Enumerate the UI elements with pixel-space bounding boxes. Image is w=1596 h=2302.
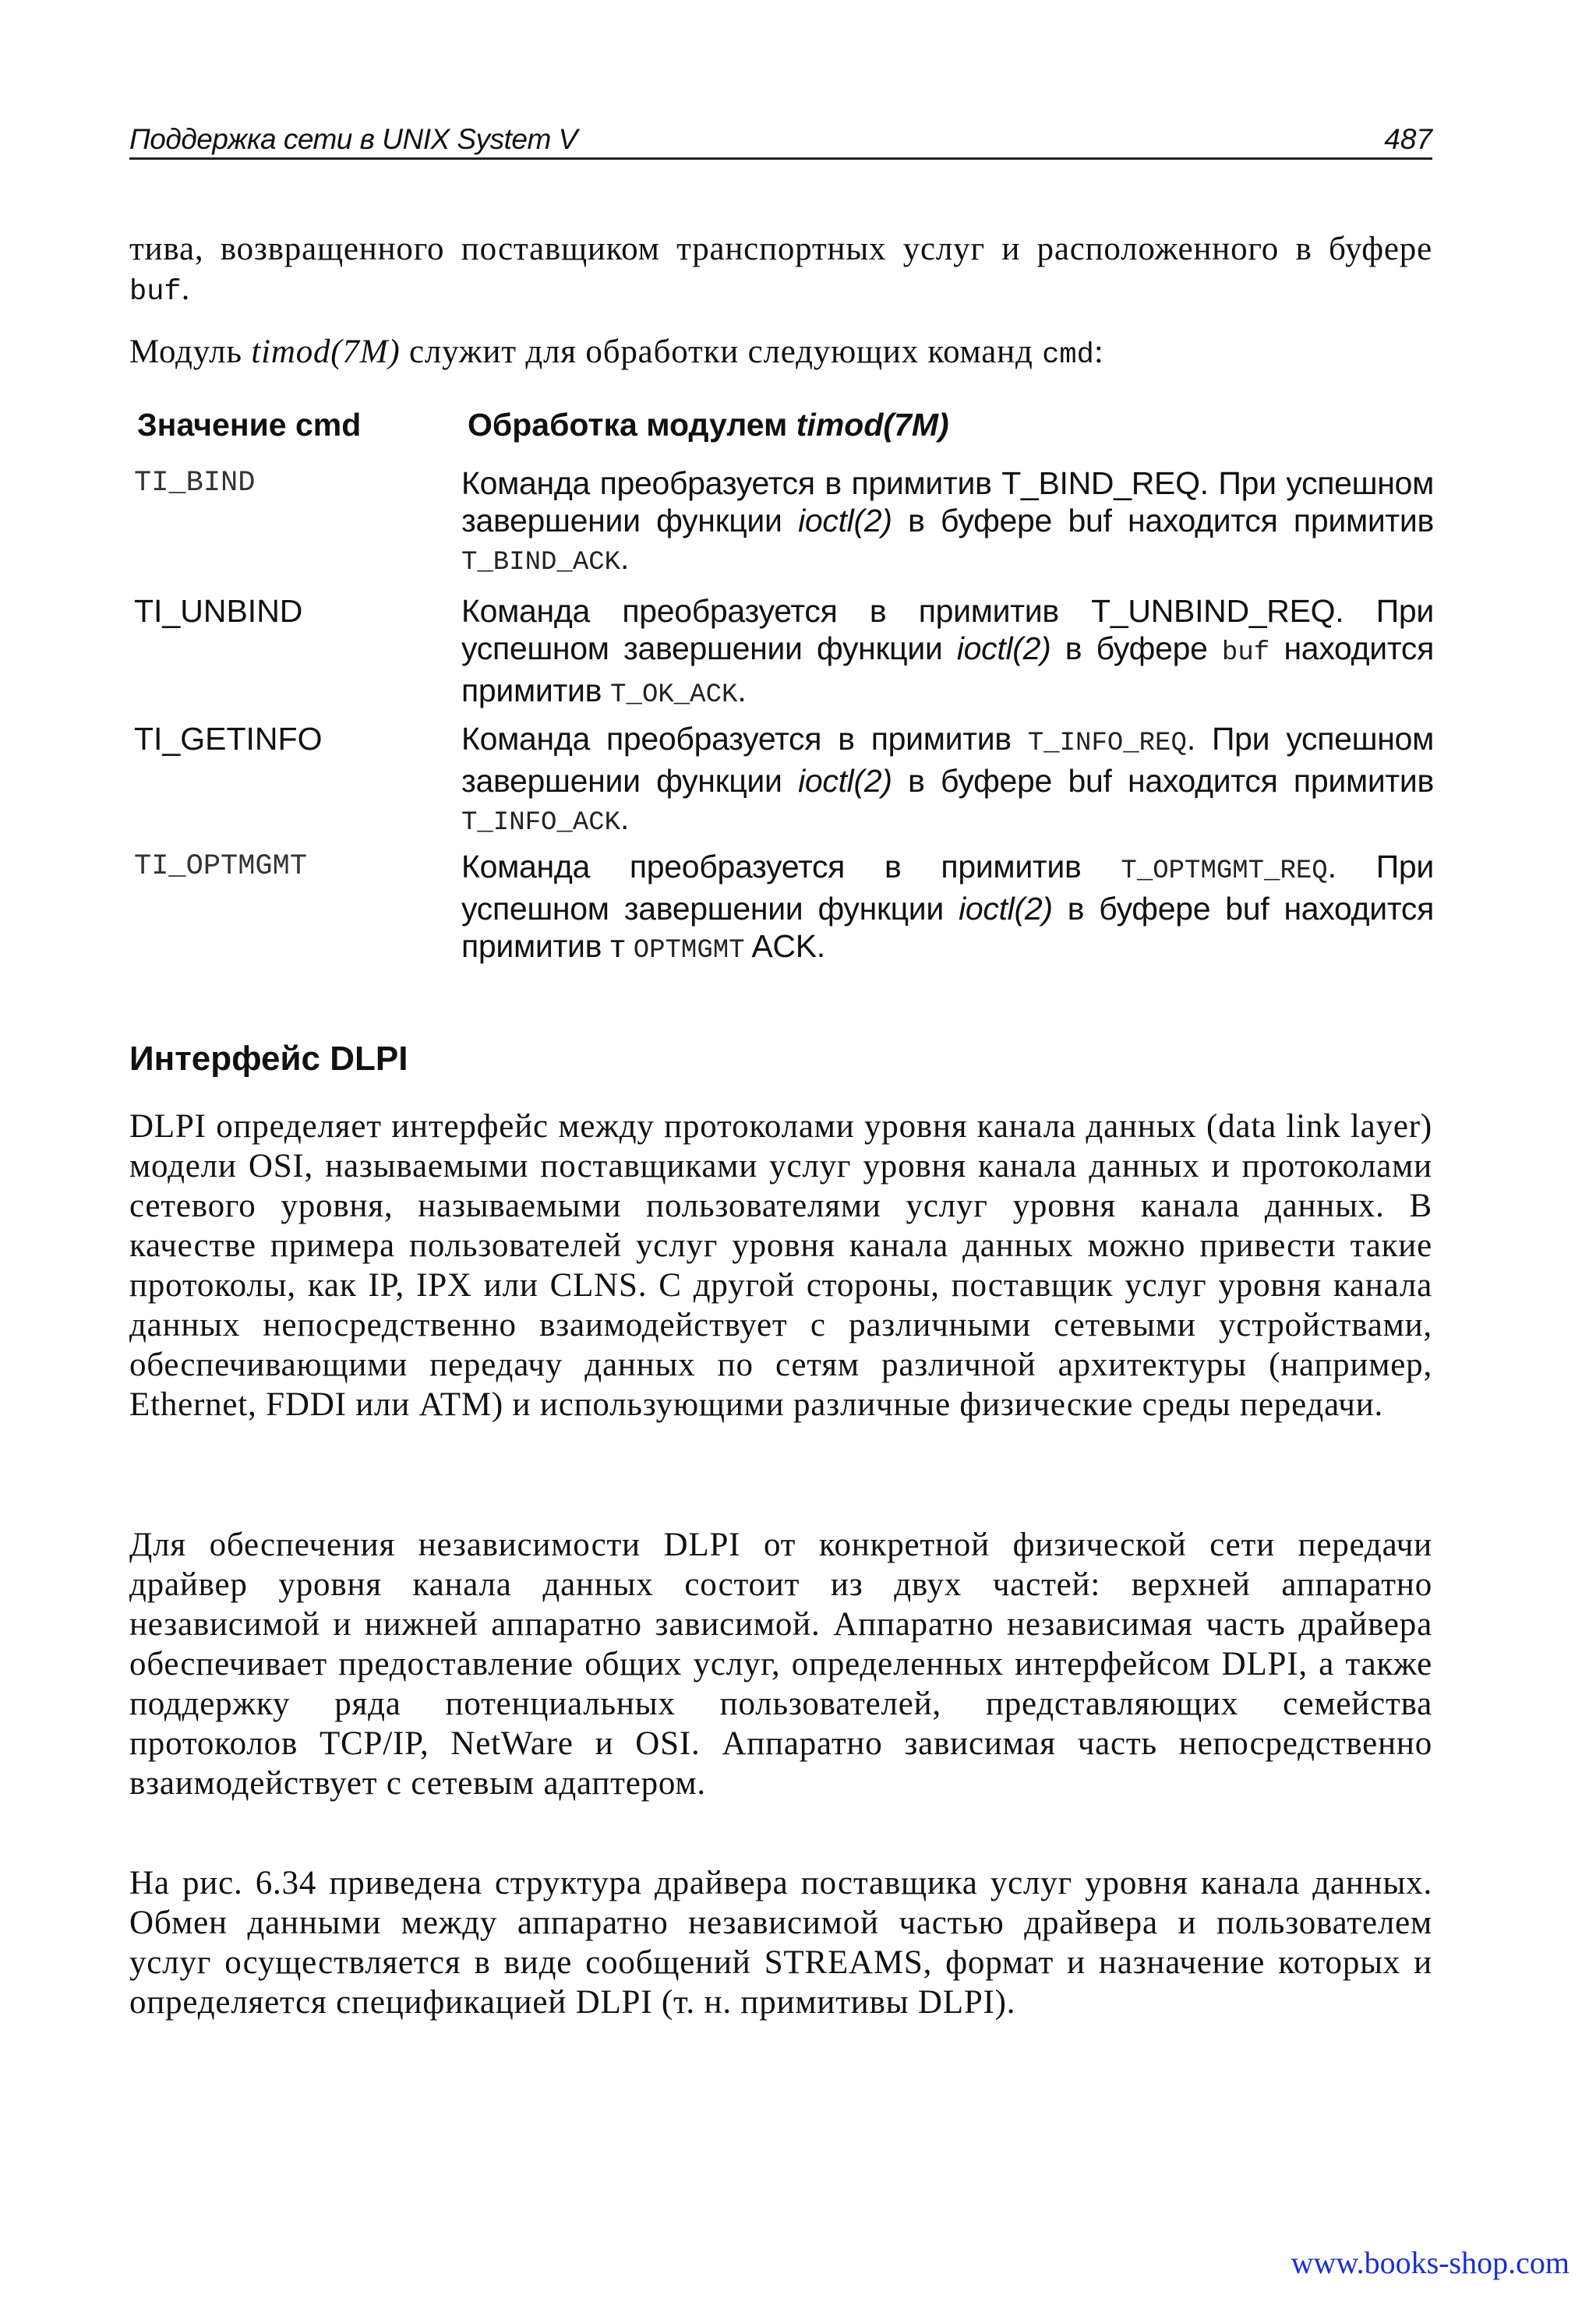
page-number: 487 [1384,123,1432,155]
cmd-description [461,464,1434,581]
code-cmd: cmd [1042,339,1094,372]
cmd-value: TI_UNBIND [134,593,303,629]
cmd-value: TI_OPTMGMT [134,850,308,883]
primitive-code: T_BIND_ACK [461,548,621,577]
desc-text: . При успешном завершении функции [461,721,1434,799]
primitive-code: T_OK_ACK [610,680,738,710]
desc-text: . [620,540,630,576]
column-header-processing-text: Обработка модулем [468,407,796,443]
function-name: ioctl(2) [956,630,1051,666]
cmd-description [461,720,1434,842]
section-title: Интерфейс DLPI [129,1040,408,1078]
table-header [137,407,1431,454]
intro-paragraph-1-end: . [181,270,191,307]
intro-paragraph-2-end: : [1093,334,1104,370]
intro-paragraph-2-start: Модуль [129,334,252,370]
section-paragraph-1: DLPI определяет интерфейс между протоколами уровня канала данных (data link layer) модели OSI, называемыми поставщиками услуг уровня канала данных и протоколами сетевого уровня, называемыми пользователями услуг уровня канала данных. В качестве примера пользователей услуг уровня канала данных можно привести такие протоколы, как IP, IPX или CLNS. С другой стороны, поставщик услуг уровня канала данных непосредственно взаимодействует с различными сетевыми устройствами, обеспечивающими передачу данных по сетям различной архитектуры (например, Ethernet, FDDI или ATM) и использующими различные физические среды передачи. [129,1108,1432,1423]
code-buf: buf [1221,638,1270,668]
cmd-value: TI_BIND [134,467,256,500]
cmd-description [461,848,1434,969]
column-header-cmd: Значение cmd [137,407,362,443]
desc-text: в буфере buf находится примитив т [461,891,1434,964]
desc-text: Команда преобразуется в примитив T_UNBIND_REQ. При успешном завершении функции [461,593,1434,666]
code-buf: buf [129,276,182,309]
desc-text: ACK. [744,928,825,964]
function-name: ioctl(2) [798,503,892,538]
module-name: timod(7M) [251,334,401,370]
section-paragraph-2: Для обеспечения независимости DLPI от конкретной физической сети передачи драйвер уровня канала данных состоит из двух частей: верхней аппаратно независимой и нижней аппаратно зависимой. Аппаратно независимая часть драйвера обеспечивает предоставление общих услуг, определенных интерфейсом DLPI, а также поддержку ряда потенциальных пользователей, представляющих семейства протоколов TCP/IP, NetWare и OSI. Аппаратно зависимая часть непосредственно взаимодействует с сетевым адаптером. [129,1527,1432,1802]
primitive-code: T_OPTMGMT_REQ [1121,856,1328,886]
desc-text: находится примитив [461,630,1434,708]
primitive-code: OPTMGMT [633,936,745,966]
desc-text: в буфере buf находится примитив [892,763,1434,799]
desc-text: в буфере [1050,630,1222,666]
section-paragraph-3: На рис. 6.34 приведена структура драйвера поставщика услуг уровня канала данных. Обмен данными между аппаратно независимой частью драйвера и пользователем услуг осуществляется в виде сообщений STREAMS, формат и назначение которых и определяется спецификацией DLPI (т. н. примитивы DLPI). [129,1865,1432,2021]
desc-text: Команда преобразуется в примитив [461,721,1028,757]
primitive-code: T_INFO_REQ [1027,729,1187,758]
desc-text: в буфере buf находится примитив [892,503,1434,538]
primitive-code: T_INFO_ACK [461,808,621,838]
cmd-description [461,592,1434,714]
function-name: ioctl(2) [959,891,1053,927]
column-header-processing [468,407,949,443]
intro-paragraph-1-text: тива, возвращенного поставщиком транспортных услуг и расположенного в буфере [129,231,1432,267]
running-header-title: Поддержка сети в UNIX System V [129,123,577,155]
intro-paragraph-2 [129,332,1432,376]
intro-paragraph-2-mid: служит для обработки следующих команд [400,334,1043,370]
desc-text: . [620,800,630,836]
desc-text: . [737,673,747,708]
footer-website-link[interactable]: www.books-shop.com [1291,2245,1570,2280]
running-header [129,123,1432,160]
cmd-value: TI_GETINFO [134,721,323,757]
intro-paragraph-1 [129,229,1432,312]
desc-text: . При успешном завершении функции [461,849,1434,927]
function-name: ioctl(2) [798,763,892,799]
desc-text: Команда преобразуется в примитив [461,849,1121,884]
column-header-module: timod(7M) [796,407,949,443]
desc-text: Команда преобразуется в примитив T_BIND_REQ. При успешном завершении функции [461,465,1434,538]
